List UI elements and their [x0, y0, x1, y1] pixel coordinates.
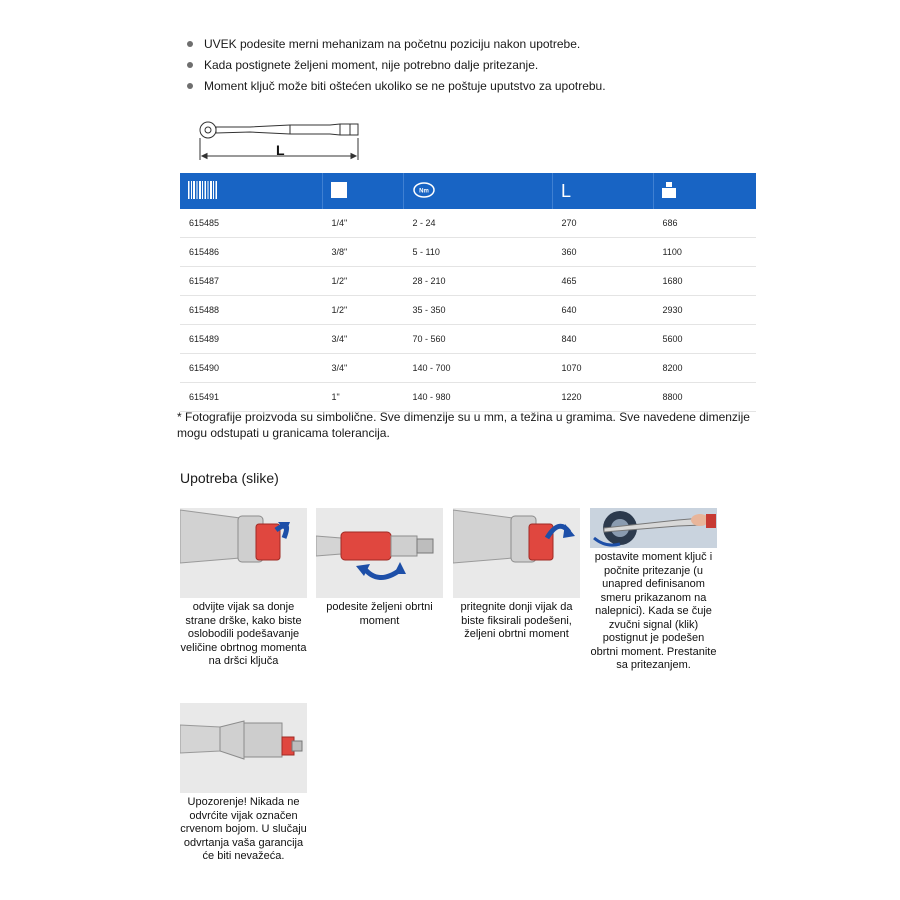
step-image-tighten — [590, 508, 717, 548]
cell-torque: 140 - 980 — [404, 383, 553, 412]
wrench-drawing — [200, 122, 358, 138]
cell-length: 1070 — [553, 354, 654, 383]
cell-torque: 35 - 350 — [404, 296, 553, 325]
instruction-bullets — [186, 34, 606, 97]
cell-torque: 70 - 560 — [404, 325, 553, 354]
step-image-unscrew-lock — [180, 508, 307, 598]
table-row — [180, 383, 756, 412]
length-label: L — [276, 142, 285, 158]
bullet-item — [186, 76, 606, 97]
table-row — [180, 267, 756, 296]
cell-torque: 28 - 210 — [404, 267, 553, 296]
length-icon: L — [561, 180, 572, 201]
table-row — [180, 238, 756, 267]
step-caption: postavite moment ključ i počnite pritezanje (u unapred definisanom smeru prikazanom na nalepnici). Kada se čuje zvučni signal (klik) postignut je podešen obrtni moment. Prestanite sa pritezanjem. — [590, 551, 717, 671]
cell-drive: 1/2" — [323, 267, 404, 296]
weight-icon — [662, 182, 676, 200]
cell-drive: 3/4" — [323, 354, 404, 383]
cell-article: 615489 — [180, 325, 323, 354]
cell-length: 270 — [553, 209, 654, 238]
step-image-set-torque — [316, 508, 443, 598]
cell-torque: 5 - 110 — [404, 238, 553, 267]
step-caption: Upozorenje! Nikada ne odvrćite vijak označen crvenom bojom. U slučaju odvrtanja vaša garancija će biti nevažeća. — [180, 796, 307, 862]
cell-torque: 2 - 24 — [404, 209, 553, 238]
cell-article: 615486 — [180, 238, 323, 267]
cell-weight: 686 — [654, 209, 757, 238]
specification-table — [180, 173, 756, 412]
wrench-diagram — [190, 118, 370, 163]
step-image-warning-screw — [180, 703, 307, 793]
table-header-row — [180, 173, 756, 209]
step-card-4 — [590, 508, 717, 673]
cell-length: 840 — [553, 325, 654, 354]
cell-drive: 1/2" — [323, 296, 404, 325]
footnote: * Fotografije proizvoda su simbolične. Sve dimenzije su u mm, a težina u gramima. Sve navedene dimenzije mogu odstupati u granicama tolerancija. — [177, 410, 750, 440]
table-row — [180, 296, 756, 325]
cell-weight: 5600 — [654, 325, 757, 354]
table-row — [180, 354, 756, 383]
bullet-dot — [187, 62, 193, 68]
section-title: Upotreba (slike) — [180, 470, 279, 486]
header-weight — [654, 173, 757, 209]
cell-drive: 1" — [323, 383, 404, 412]
header-article-number — [180, 173, 323, 209]
step-card-5 — [180, 703, 307, 864]
cell-weight: 1100 — [654, 238, 757, 267]
cell-length: 465 — [553, 267, 654, 296]
cell-drive: 3/4" — [323, 325, 404, 354]
cell-article: 615491 — [180, 383, 323, 412]
bullet-text: Moment ključ može biti oštećen ukoliko se ne poštuje uputstvo za upotrebu. — [204, 79, 606, 93]
bullet-dot — [187, 41, 193, 47]
cell-weight: 8800 — [654, 383, 757, 412]
cell-article: 615485 — [180, 209, 323, 238]
cell-article: 615487 — [180, 267, 323, 296]
cell-article: 615490 — [180, 354, 323, 383]
cell-article: 615488 — [180, 296, 323, 325]
cell-weight: 8200 — [654, 354, 757, 383]
cell-length: 1220 — [553, 383, 654, 412]
step-card-3 — [453, 508, 580, 642]
cell-drive: 1/4" — [323, 209, 404, 238]
cell-length: 360 — [553, 238, 654, 267]
cell-torque: 140 - 700 — [404, 354, 553, 383]
step-caption: podesite željeni obrtni moment — [326, 601, 433, 627]
step-card-2 — [316, 508, 443, 628]
step-image-lock-screw — [453, 508, 580, 598]
step-caption: odvijte vijak sa donje strane drške, kako biste oslobodili podešavanje veličine obrtnog momenta na dršci ključa — [180, 601, 307, 667]
table-row — [180, 209, 756, 238]
bullet-text: Kada postignete željeni moment, nije potrebno dalje pritezanje. — [204, 58, 539, 72]
bullet-text: UVEK podesite merni mehanizam na početnu poziciju nakon upotrebe. — [204, 37, 581, 51]
bullet-item — [186, 55, 606, 76]
cell-drive: 3/8" — [323, 238, 404, 267]
header-length — [553, 173, 654, 209]
bullet-dot — [187, 83, 193, 89]
torque-range-icon — [412, 181, 436, 201]
step-caption: pritegnite donji vijak da biste fiksirali podešeni, željeni obrtni moment — [460, 601, 573, 640]
step-card-1 — [180, 508, 307, 669]
torque-unit-text: Nm — [419, 188, 429, 195]
barcode-icon — [188, 181, 218, 201]
header-drive-size — [323, 173, 404, 209]
header-torque-range — [404, 173, 553, 209]
cell-weight: 1680 — [654, 267, 757, 296]
bullet-item — [186, 34, 606, 55]
cell-length: 640 — [553, 296, 654, 325]
table-row — [180, 325, 756, 354]
cell-weight: 2930 — [654, 296, 757, 325]
square-drive-icon — [331, 182, 347, 200]
